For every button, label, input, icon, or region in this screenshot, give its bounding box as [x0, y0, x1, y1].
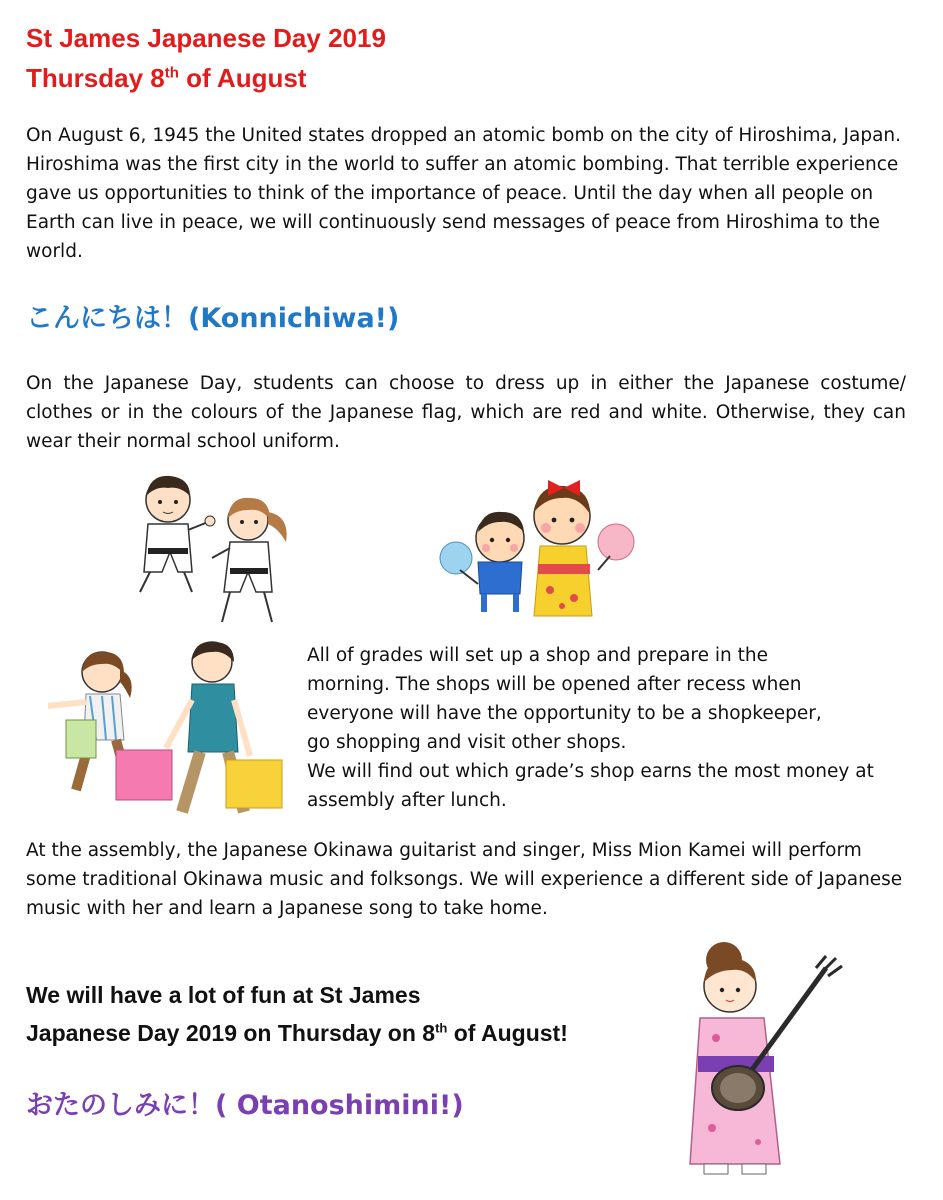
assembly-paragraph: At the assembly, the Japanese Okinawa guitarist and singer, Miss Mion Kamei will perform some traditional Okinawa music and folksongs. We will experience a different side of Japanese music with her and learn a Japanese song to take home. — [26, 840, 903, 919]
farewell-heading: おたのしみに！( Otanoshimini!) — [26, 1090, 464, 1121]
title-date-sup: th — [164, 64, 179, 82]
shop-line: everyone will have the opportunity to be a shopkeeper, — [307, 703, 822, 724]
closing-date-pre: Japanese Day 2019 on Thursday on 8 — [26, 1020, 436, 1046]
closing-line-1: We will have a lot of fun at St James — [26, 982, 421, 1008]
title-line-2 — [26, 58, 386, 98]
closing-statement — [26, 976, 568, 1052]
yukata-kids-illustration — [438, 466, 638, 626]
shop-paragraph — [307, 641, 907, 815]
dress-paragraph: On the Japanese Day, students can choose to dress up in either the Japanese costume/ clothes or in the colours of the Japanese flag, which are red and white. Otherwise, they can wear their normal school uniform. — [26, 373, 906, 452]
shop-line: assembly after lunch. — [307, 790, 507, 811]
shamisen-player-illustration — [676, 928, 846, 1183]
shop-line: All of grades will set up a shop and prepare in the — [307, 645, 768, 666]
greeting-heading: こんにちは！(Konnichiwa!) — [26, 303, 400, 334]
closing-date-post: of August! — [447, 1020, 568, 1046]
shop-line: go shopping and visit other shops. — [307, 732, 627, 753]
shop-line: We will find out which grade’s shop earns the most money at — [307, 761, 874, 782]
title-date-post: of August — [178, 63, 307, 93]
closing-date-sup: th — [435, 1020, 448, 1036]
title-line-1: St James Japanese Day 2019 — [26, 23, 386, 53]
page-title — [26, 18, 386, 98]
intro-paragraph: On August 6, 1945 the United states dropped an atomic bomb on the city of Hiroshima, Japan. Hiroshima was the first city in the world to suffer an atomic bombing. That terrible experience gave us opportunities to think of the importance of peace. Until the day when all people on Earth can live in peace, we will continuously send messages of peace from Hiroshima to the world. — [26, 125, 902, 262]
title-date-pre: Thursday 8 — [26, 63, 165, 93]
karate-kids-illustration — [130, 472, 305, 632]
closing-line-2 — [26, 1014, 568, 1052]
shop-line: morning. The shops will be opened after recess when — [307, 674, 802, 695]
shopping-kids-illustration — [40, 640, 290, 830]
